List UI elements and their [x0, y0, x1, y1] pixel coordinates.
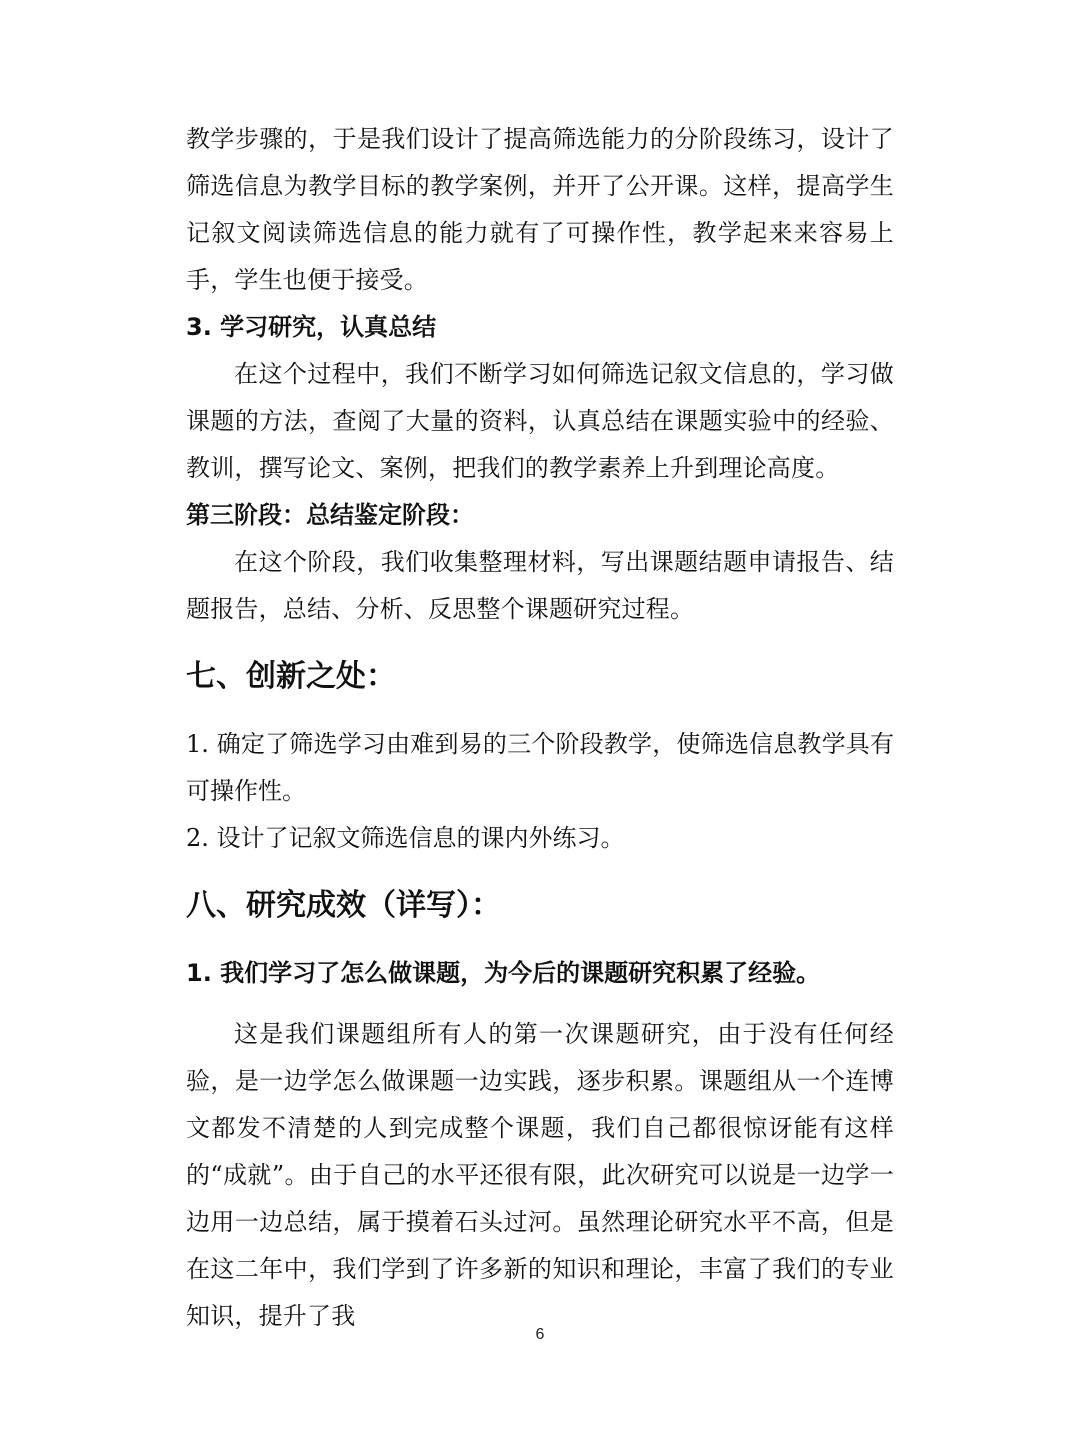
list-item: 1. 确定了筛选学习由难到易的三个阶段教学，使筛选信息教学具有可操作性。 — [186, 730, 894, 805]
spacer — [186, 862, 894, 876]
page-number: 6 — [535, 1326, 545, 1343]
paragraph-study-research: 在这个过程中，我们不断学习如何筛选记叙文信息的，学习做课题的方法，查阅了大量的资料，认真总结在课题实验中的经验、教训，撰写论文、案例，把我们的教学素养上升到理论高度。 — [186, 360, 894, 482]
spacer — [186, 707, 894, 721]
spacer — [186, 997, 894, 1011]
paragraph-stage3: 在这个阶段，我们收集整理材料，写出课题结题申请报告、结题报告，总结、分析、反思整个课题研究过程。 — [186, 548, 894, 623]
subheading-study-research: 3. 学习研究，认真总结 — [186, 313, 437, 341]
stage3-heading: 第三阶段：总结鉴定阶段： — [186, 501, 474, 529]
spacer — [186, 936, 894, 950]
section-7-title: 七、创新之处： — [186, 659, 396, 694]
paragraph-continuation: 教学步骤的，于是我们设计了提高筛选能力的分阶段练习，设计了筛选信息为教学目标的教学案例，并开了公开课。这样，提高学生记叙文阅读筛选信息的能力就有了可操作性，教学起来来容易上手，学生也便于接受。 — [186, 125, 894, 294]
page-content — [186, 116, 894, 1340]
section-8-subheading: 1. 我们学习了怎么做课题，为今后的课题研究积累了经验。 — [186, 959, 821, 987]
list-item: 2. 设计了记叙文筛选信息的课内外练习。 — [186, 824, 625, 852]
spacer — [186, 633, 894, 647]
section-8-title: 八、研究成效（详写）： — [186, 888, 501, 923]
paragraph-section-8-body: 这是我们课题组所有人的第一次课题研究，由于没有任何经验，是一边学怎么做课题一边实践，逐步积累。课题组从一个连博文都发不清楚的人到完成整个课题，我们自己都很惊讶能有这样的“成就”。由于自己的水平还很有限，此次研究可以说是一边学一边用一边总结，属于摸着石头过河。虽然理论研究水平不高，但是在这二年中，我们学到了许多新的知识和理论，丰富了我们的专业知识，提升了我 — [186, 1020, 894, 1330]
